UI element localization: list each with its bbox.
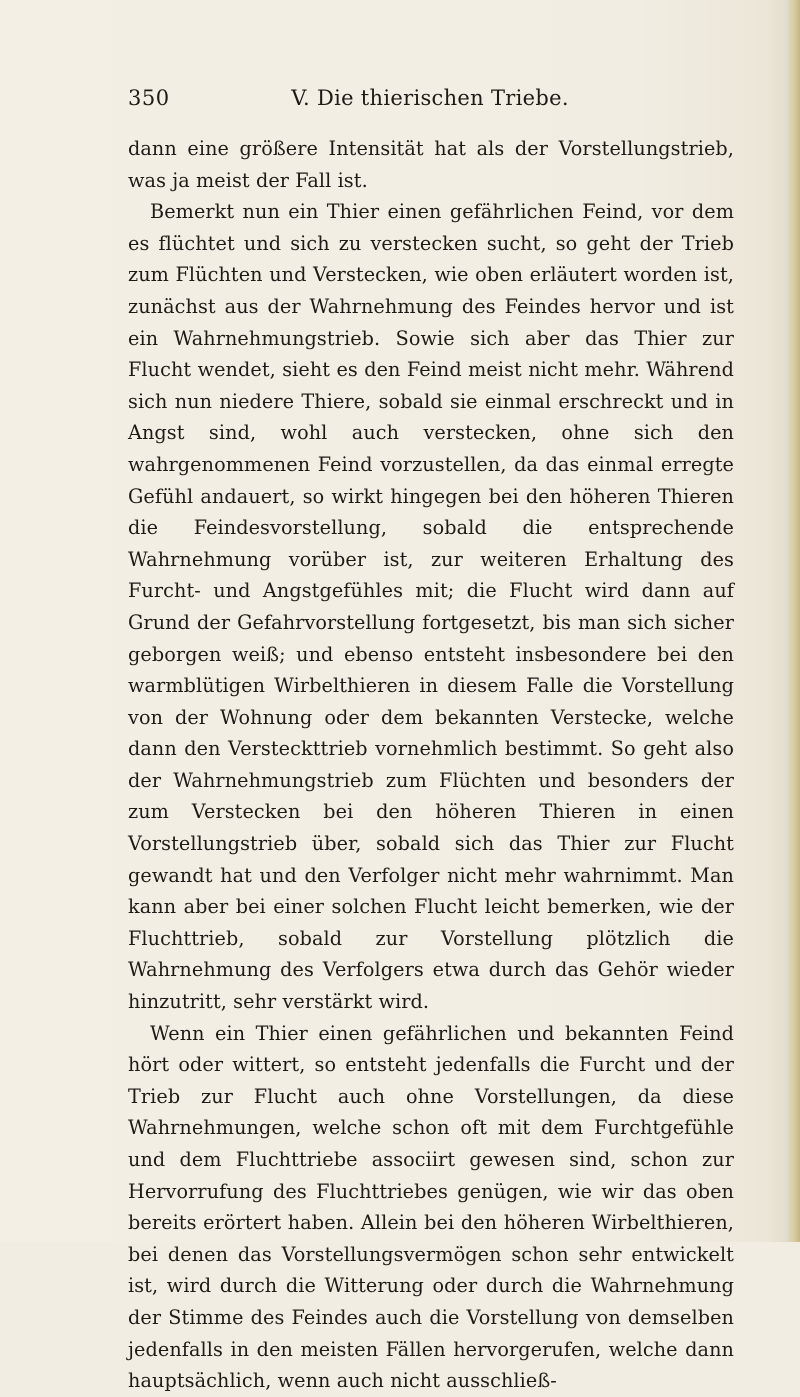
running-title: V. Die thierischen Triebe.	[291, 86, 569, 110]
paragraph: Wenn ein Thier einen gefährlichen und bekannten Feind hört oder wittert, so entsteht jedenfalls die Furcht und der Trieb zur Flucht auch ohne Vorstellungen, da diese Wahrnehmungen, welche schon oft mit dem Furchtgefühle und dem Fluchttriebe associirt gewesen sind, schon zur Hervorrufung des Fluchttriebes genügen, wie wir das oben bereits erörtert haben. Allein bei den höheren Wirbelthieren, bei denen das Vorstellungsvermögen schon sehr entwickelt ist, wird durch die Witterung oder durch die Wahrnehmung der Stimme des Feindes auch die Vorstellung von demselben jedenfalls in den meisten Fällen hervorgerufen, welche dann hauptsächlich, wenn auch nicht ausschließ-	[128, 1021, 734, 1393]
paragraph: Bemerkt nun ein Thier einen gefährlichen Feind, vor dem es flüchtet und sich zu verstecken sucht, so geht der Trieb zum Flüchten und Verstecken, wie oben erläutert worden ist, zunächst aus der Wahrnehmung des Feindes hervor und ist ein Wahrnehmungstrieb. Sowie sich aber das Thier zur Flucht wendet, sieht es den Feind meist nicht mehr. Während sich nun niedere Thiere, sobald sie einmal erschreckt und in Angst sind, wohl auch verstecken, ohne sich den wahrgenommenen Feind vorzustellen, da das einmal erregte Gefühl andauert, so wirkt hingegen bei den höheren Thieren die Feindesvorstellung, sobald die entsprechende Wahrnehmung vorüber ist, zur weiteren Erhaltung des Furcht- und Angstgefühles mit; die Flucht wird dann auf Grund der Gefahrvorstellung fortgesetzt, bis man sich sicher geborgen weiß; und ebenso entsteht insbesondere bei den warmblütigen Wirbelthieren in diesem Falle die Vorstellung von der Wohnung oder dem bekannten Verstecke, welche dann den Versteckttrieb vornehmlich bestimmt. So geht also der Wahrnehmungstrieb zum Flüchten und besonders der zum Verstecken bei den höheren Thieren in einen Vorstellungstrieb über, sobald sich das Thier zur Flucht gewandt hat und den Verfolger nicht mehr wahrnimmt. Man kann aber bei einer solchen Flucht leicht bemerken, wie der Fluchttrieb, sobald zur Vorstellung plötzlich die Wahrnehmung des Verfolgers etwa durch das Gehör wieder hinzutritt, sehr verstärkt wird.	[128, 200, 734, 1014]
paragraph: dann eine größere Intensität hat als der Vorstellungstrieb, was ja meist der Fall ist.	[128, 137, 734, 192]
page-header	[128, 86, 732, 116]
page-edge	[786, 0, 800, 1242]
page-number: 350	[128, 86, 170, 110]
body-text	[128, 133, 734, 1397]
